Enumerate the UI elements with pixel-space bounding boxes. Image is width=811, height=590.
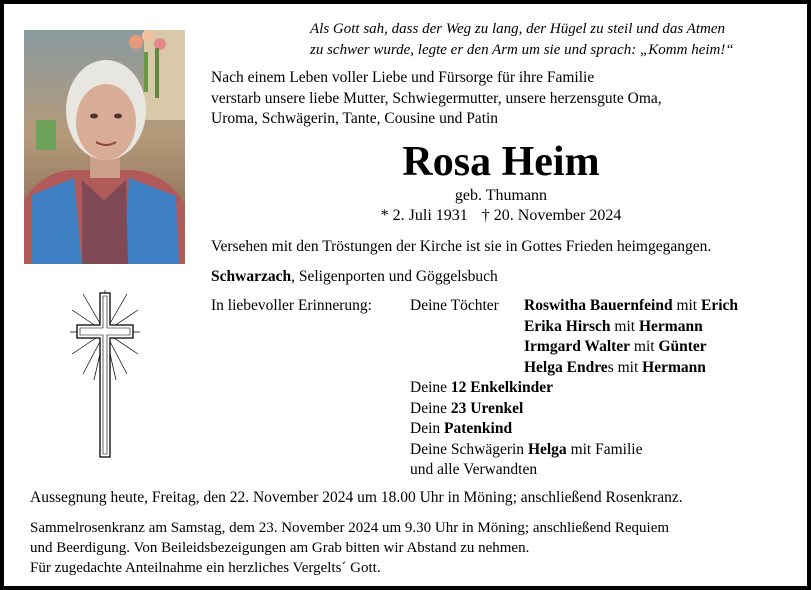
list-item: Deine Töchter Roswitha Bauernfeind mit Erich	[410, 296, 738, 317]
cross-icon	[70, 290, 140, 460]
remembrance-label: In liebevoller Erinnerung:	[211, 297, 372, 314]
list-item: Dein Patenkind	[410, 420, 513, 437]
maiden-name: geb. Thumann	[454, 187, 548, 204]
places-text	[211, 267, 498, 288]
other-places: , Seligenporten und Göggelsbuch	[291, 268, 498, 285]
list-item: und alle Verwandten	[410, 461, 538, 478]
services-text: Aussegnung heute, Freitag, den 22. November 2024 um 18.00 Uhr in Möning; anschließend Rosenkranz.	[30, 489, 683, 506]
list-item: Helga Endres mit Hermann	[524, 358, 706, 376]
life-dates	[211, 206, 791, 227]
deceased-name: Rosa Heim	[402, 139, 600, 185]
list-item: Erika Hirsch mit Hermann	[524, 317, 703, 335]
motto-quote: Als Gott sah, dass der Weg zu lang, der Hügel zu steil und das Atmen zu schwer wurde, legte er den Arm um sie und sprach: „Komm heim!“	[310, 21, 734, 58]
list-item: Deine Schwägerin Helga mit Familie	[410, 440, 643, 458]
footer-text: Sammelrosenkranz am Samstag, dem 23. November 2024 um 9.30 Uhr in Möning; anschließend Requiem und Beerdigung. Von Beileidsbezeigungen am Grab bitten wir Abstand zu nehmen. Für zugedachte Anteilnahme ein herzliches Vergelts´ Gott.	[30, 520, 670, 576]
list-item: Deine 23 Urenkel	[410, 399, 524, 417]
mourners-list	[410, 296, 738, 481]
death-date: † 20. November 2024	[481, 207, 622, 224]
portrait-image	[24, 30, 185, 264]
daughters-label: Deine Töchter	[410, 297, 499, 314]
portrait-photo	[24, 30, 185, 264]
intro-text: Nach einem Leben voller Liebe und Fürsorge für ihre Familie verstarb unsere liebe Mutter, Schwiegermutter, unsere herzensgute Oma, Uroma, Schwägerin, Tante, Cousine und Patin	[211, 69, 662, 127]
list-item: Deine 12 Enkelkinder	[410, 379, 553, 396]
birth-date: * 2. Juli 1931	[380, 207, 468, 224]
list-item: Irmgard Walter mit Günter	[524, 338, 707, 355]
blessing-text: Versehen mit den Tröstungen der Kirche ist sie in Gottes Frieden heimgegangen.	[211, 238, 712, 255]
main-place: Schwarzach	[211, 268, 292, 285]
